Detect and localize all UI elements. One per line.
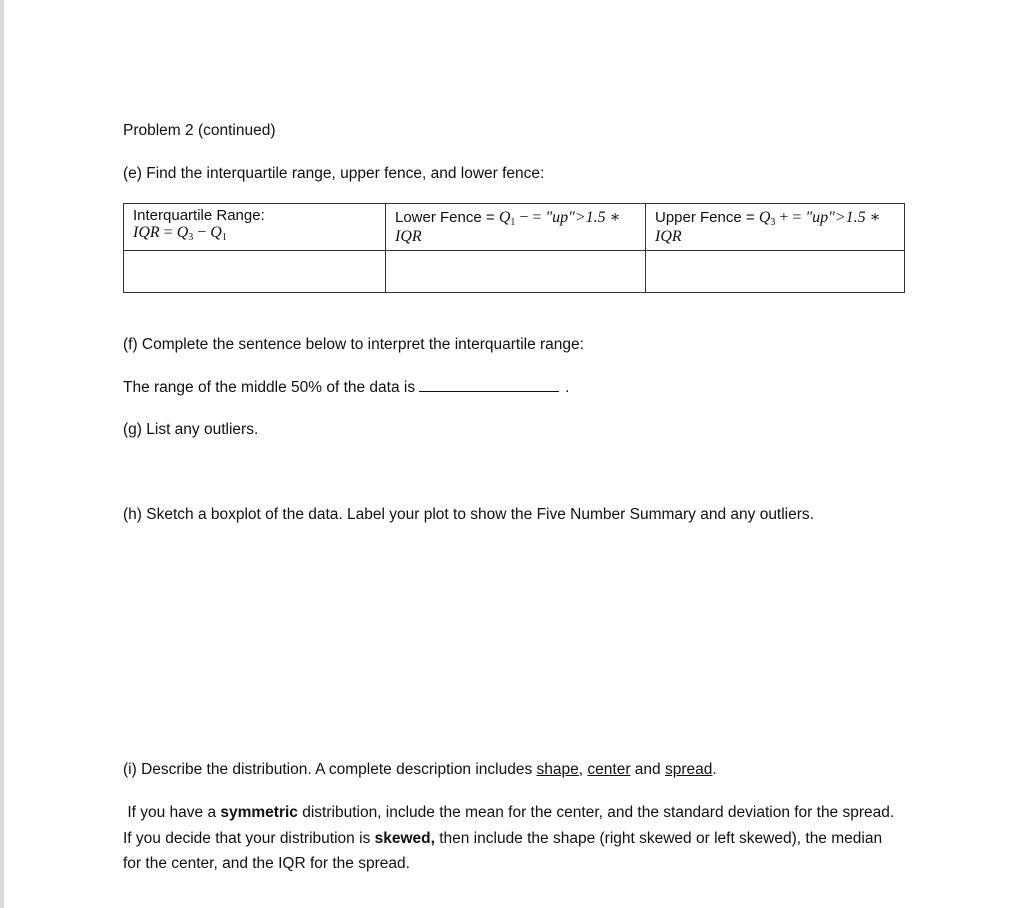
upper-fence-cell: [646, 204, 905, 251]
part-i-prompt: [123, 761, 717, 779]
prompt-end: .: [712, 761, 717, 778]
table-answer-row: [124, 251, 905, 293]
iqr-label: Interquartile Range:: [133, 207, 265, 224]
para-part-1: If you have a: [127, 804, 221, 821]
spread-term: spread: [664, 761, 713, 778]
part-g-prompt: (g) List any outliers.: [123, 421, 259, 438]
part-h-prompt: (h) Sketch a boxplot of the data. Label your plot to show the Five Number Summary and any outliers.: [123, 506, 814, 523]
sep-2: and: [630, 761, 665, 778]
iqr-cell: [124, 204, 386, 251]
fences-table: [123, 203, 905, 293]
upper-fence-formula: $Q_3$ + = "up">1.5 ∗ IQR: [655, 209, 881, 245]
upper-fence-label: Upper Fence =: [655, 209, 759, 226]
para-part-3: then include the shape (right skewed or left skewed), the median for the center, and the IQR for the spread.: [123, 829, 883, 872]
part-f-sentence: [123, 379, 569, 397]
iqr-formula-text: IQR = $Q_3 - Q_1$: [133, 224, 227, 243]
symmetric-term: symmetric: [220, 804, 298, 821]
para-part-2: distribution, include the mean for the center, and the standard deviation for the spread. If you decide that your distribution is: [123, 804, 895, 847]
lower-fence-cell: [386, 204, 646, 251]
sep-1: ,: [578, 761, 588, 778]
sentence-text: The range of the middle 50% of the data is: [123, 379, 416, 396]
table-header-row: [124, 204, 905, 251]
iqr-answer-cell[interactable]: [124, 251, 386, 293]
part-f-prompt: (f) Complete the sentence below to interpret the interquartile range:: [123, 336, 584, 353]
problem-title: Problem 2 (continued): [123, 122, 276, 139]
part-i-instructions: [123, 800, 898, 877]
iqr-formula: [133, 224, 376, 243]
part-e-prompt: (e) Find the interquartile range, upper fence, and lower fence:: [123, 165, 545, 182]
lower-fence-formula: $Q_1$ − = "up">1.5 ∗ IQR: [395, 209, 621, 245]
part-i-prompt-start: (i) Describe the distribution. A complete description includes: [123, 761, 537, 778]
answer-blank-line[interactable]: [419, 379, 559, 392]
sentence-period: .: [565, 379, 570, 396]
lower-fence-answer-cell[interactable]: [386, 251, 646, 293]
lower-fence-label: Lower Fence =: [395, 209, 499, 226]
skewed-term: skewed,: [374, 829, 435, 847]
center-term: center: [587, 761, 631, 778]
upper-fence-answer-cell[interactable]: [646, 251, 905, 293]
shape-term: shape: [536, 761, 579, 778]
